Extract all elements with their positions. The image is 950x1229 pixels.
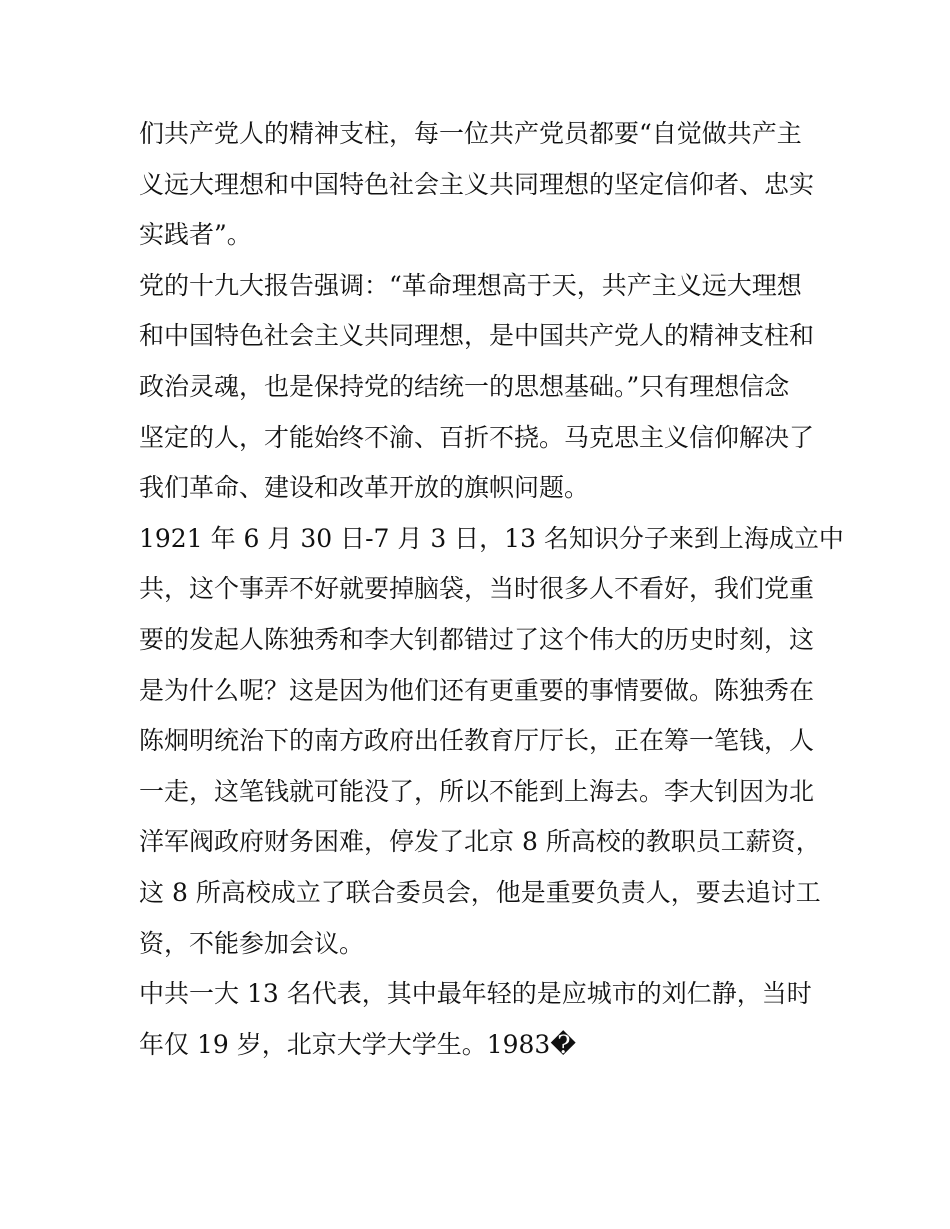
text-line: 党的十九大报告强调：“革命理想高于天，共产主义远大理想 [139, 270, 802, 300]
text-line: 陈炯明统治下的南方政府出任教育厅厅长，正在筹一笔钱，人 [139, 726, 815, 756]
text-line: 要的发起人陈独秀和李大钊都错过了这个伟大的历史时刻，这 [139, 624, 815, 654]
text-line: 年仅 19 岁，北京大学大学生。1983� [139, 1029, 576, 1059]
text-line: 是为什么呢？这是因为他们还有更重要的事情要做。陈独秀在 [139, 675, 815, 705]
text-line: 我们革命、建设和改革开放的旗帜问题。 [139, 473, 590, 503]
text-line: 共，这个事弄不好就要掉脑袋，当时很多人不看好，我们党重 [139, 574, 815, 604]
text-line: 和中国特色社会主义共同理想，是中国共产党人的精神支柱和 [139, 321, 815, 351]
text-line: 1921 年 6 月 30 日-7 月 3 日，13 名知识分子来到上海成立中 [139, 523, 844, 553]
text-line: 资，不能参加会议。 [139, 928, 365, 958]
text-line: 洋军阀政府财务困难，停发了北京 8 所高校的教职员工薪资， [139, 827, 821, 857]
text-line: 坚定的人，才能始终不渝、百折不挠。马克思主义信仰解决了 [139, 422, 815, 452]
document-body [139, 109, 844, 1070]
text-line: 这 8 所高校成立了联合委员会，他是重要负责人，要去追讨工 [139, 877, 821, 907]
text-line: 们共产党人的精神支柱，每一位共产党员都要“自觉做共产主 [139, 119, 802, 148]
text-line: 义远大理想和中国特色社会主义共同理想的坚定信仰者、忠实 [139, 169, 815, 199]
text-line: 政治灵魂，也是保持党的结统一的思想基础。”只有理想信念 [139, 371, 790, 401]
text-line: 一走，这笔钱就可能没了，所以不能到上海去。李大钊因为北 [139, 776, 815, 806]
text-line: 中共一大 13 名代表，其中最年轻的是应城市的刘仁静，当时 [139, 979, 812, 1009]
text-line: 实践者”。 [139, 220, 252, 250]
